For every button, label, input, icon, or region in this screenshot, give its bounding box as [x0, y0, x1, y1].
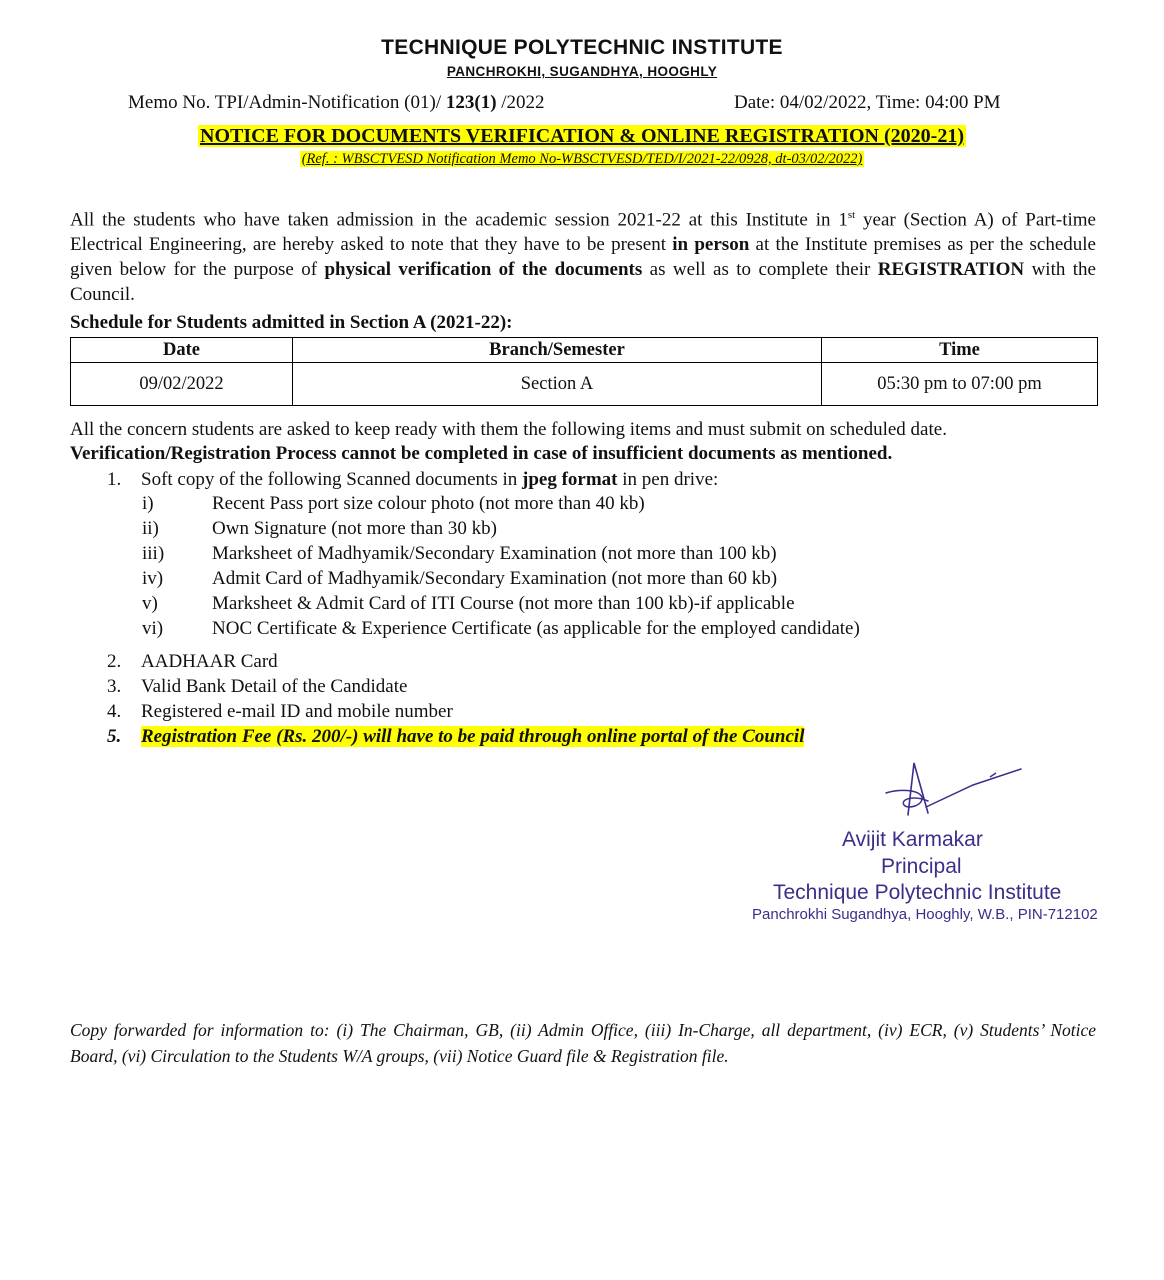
sub-item-number: ii): [142, 518, 159, 539]
intro-bold2: physical verification of the documents: [324, 258, 643, 280]
list-item: [107, 650, 278, 675]
column-header-date: Date: [71, 338, 293, 363]
memo-suffix: /2022: [496, 92, 545, 113]
signatory-address: Panchrokhi Sugandhya, Hooghly, W.B., PIN-712102: [752, 906, 1098, 923]
schedule-table: [70, 337, 1098, 406]
requirements-intro: All the concern students are asked to keep ready with them the following items and must submit on scheduled date.: [70, 419, 947, 440]
sub-item-number: v): [142, 593, 158, 614]
intro-part4: as well as to complete their: [642, 258, 878, 280]
list-item-fee: [107, 725, 804, 750]
item1-text-pre: Soft copy of the following Scanned documents in: [141, 469, 522, 490]
handwritten-signature: [878, 755, 1028, 825]
item-text: AADHAAR Card: [141, 651, 278, 672]
item-number: 3.: [107, 676, 122, 697]
memo-number-bold: 123(1): [445, 92, 497, 113]
sub-item-text: NOC Certificate & Experience Certificate (as applicable for the employed candidate): [212, 618, 860, 639]
item-number: 1.: [107, 469, 122, 490]
schedule-header-row: [71, 338, 1098, 363]
institute-address: PANCHROKHI, SUGANDHYA, HOOGHLY: [446, 64, 718, 79]
list-item: [107, 700, 453, 725]
intro-sup: st: [847, 209, 856, 221]
list-item: [107, 675, 407, 700]
item-text: Valid Bank Detail of the Candidate: [141, 676, 408, 697]
column-header-time: Time: [822, 338, 1098, 363]
notice-title: [0, 125, 1164, 148]
intro-bold3: REGISTRATION: [877, 258, 1025, 280]
copy-forwarded: Copy forwarded for information to: (i) The Chairman, GB, (ii) Admin Office, (iii) In-Charge, all department, (iv) ECR, (v) Students’ Notice Board, (vi) Circulation to the Students W/A groups, (vii) Notice Guard file & Registration file.: [70, 1020, 1096, 1066]
notice-reference: [0, 150, 1164, 168]
requirements-warning: Verification/Registration Process cannot be completed in case of insufficient documents as mentioned.: [70, 443, 893, 464]
signatory-name: Avijit Karmakar: [842, 828, 983, 851]
intro-part2: year (Section A) of Part-time Electrical Engineering, are hereby asked to note that they have to be present: [70, 209, 1096, 256]
sub-list-item: [0, 517, 1164, 542]
sub-item-text: Marksheet of Madhyamik/Secondary Examination (not more than 100 kb): [212, 543, 777, 564]
item-number: 5.: [107, 726, 122, 747]
cell-date: 09/02/2022: [71, 363, 293, 406]
sub-item-text: Recent Pass port size colour photo (not more than 40 kb): [212, 493, 645, 514]
list-item: [107, 468, 718, 493]
sub-list-item: [0, 492, 1164, 517]
institute-name: TECHNIQUE POLYTECHNIC INSTITUTE: [381, 36, 783, 59]
item-text: Registered e-mail ID and mobile number: [141, 701, 453, 722]
sub-item-number: vi): [142, 618, 164, 639]
sub-list-item: [0, 617, 1164, 642]
cell-branch: Section A: [293, 363, 822, 406]
notice-reference-text: (Ref. : WBSCTVESD Notification Memo No-WBSCTVESD/TED/I/2021-22/0928, dt-03/02/2022): [301, 151, 863, 167]
fee-highlight-text: Registration Fee (Rs. 200/-) will have to be paid through online portal of the Council: [141, 726, 805, 747]
memo-prefix: Memo No. TPI/Admin-Notification (01)/: [128, 92, 446, 113]
sub-list-item: [0, 542, 1164, 567]
sub-list-item: [0, 592, 1164, 617]
signatory-institute: Technique Polytechnic Institute: [773, 881, 1062, 904]
sub-item-number: iii): [142, 543, 165, 564]
memo-number: [128, 92, 545, 114]
intro-paragraph: [70, 203, 1096, 308]
sub-list-item: [0, 567, 1164, 592]
item-number: 4.: [107, 701, 122, 722]
sub-item-text: Admit Card of Madhyamik/Secondary Examination (not more than 60 kb): [212, 568, 778, 589]
item-number: 2.: [107, 651, 122, 672]
item1-text-bold: jpeg format: [522, 469, 618, 490]
sub-item-number: iv): [142, 568, 164, 589]
intro-bold1: in person: [672, 234, 750, 256]
sub-item-number: i): [142, 493, 154, 514]
sub-item-text: Marksheet & Admit Card of ITI Course (not more than 100 kb)-if applicable: [212, 593, 795, 614]
table-row: [71, 363, 1098, 406]
signatory-title: Principal: [881, 855, 962, 878]
intro-part5: with the Council.: [70, 258, 1096, 305]
column-header-branch: Branch/Semester: [293, 338, 822, 363]
item1-text-post: in pen drive:: [617, 469, 719, 490]
schedule-heading: Schedule for Students admitted in Section A (2021-22):: [70, 312, 513, 333]
date-time: Date: 04/02/2022, Time: 04:00 PM: [734, 92, 1001, 113]
intro-part3: at the Institute premises as per the schedule given below for the purpose of: [70, 234, 1096, 280]
cell-time: 05:30 pm to 07:00 pm: [822, 363, 1098, 406]
notice-title-text: NOTICE FOR DOCUMENTS VERIFICATION & ONLINE REGISTRATION (2020-21): [200, 125, 964, 147]
sub-item-text: Own Signature (not more than 30 kb): [212, 518, 497, 539]
intro-part1: All the students who have taken admission in the academic session 2021-22 at this Institute in 1: [70, 209, 848, 231]
